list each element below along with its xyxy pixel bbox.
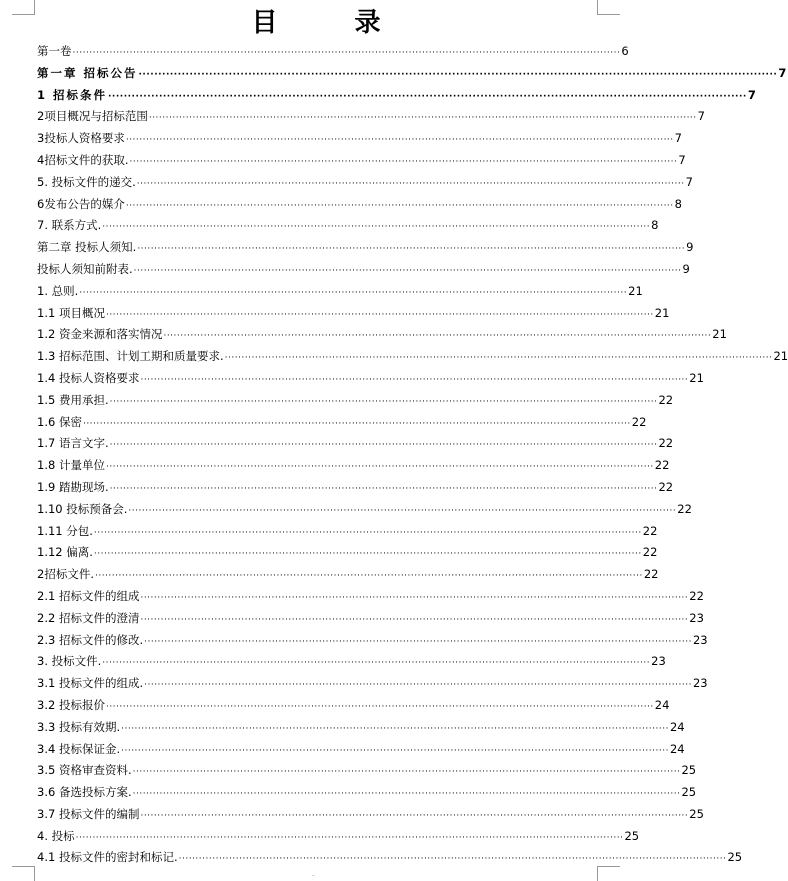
toc-entry-label: 3.2 投标报价 [37,697,105,712]
toc-entry-label: 1. 总则. [37,283,79,298]
toc-entry-label: 1.6 保密 [37,414,82,429]
toc-entry-page: 9 [682,261,690,276]
toc-dot-leader: ··································································································································································· [102,222,651,233]
toc-entry[interactable] [37,695,670,717]
toc-entry-page: 25 [681,785,697,800]
toc-entry-label: 3. 投标文件. [37,654,102,669]
toc-entry-label: 3.7 投标文件的编制 [37,806,140,821]
toc-entry-label: 7. 联系方式. [37,218,102,233]
toc-entry-label: 1 招标条件 [37,87,108,102]
toc-dot-leader: ··································································································································································· [125,200,674,211]
toc-entry[interactable] [37,586,704,608]
toc-entry-label: 1.7 语言文字. [37,436,109,451]
toc-entry-chapter-1[interactable] [37,63,787,85]
toc-entry-page: 22 [689,588,704,603]
toc-entry-label: 1.3 招标范围、计划工期和质量要求. [37,349,224,364]
toc-entry-page: 23 [692,632,708,647]
toc-dot-leader: ··································································································································································· [129,156,678,167]
toc-dot-leader: ··································································································································································· [121,723,669,734]
toc-entry-page: 7 [778,65,787,80]
toc-dot-leader: ··································································································································································· [148,113,697,124]
toc-dot-leader: ··································································································································································· [109,396,658,407]
toc-entry-label: 1.5 费用承担. [37,392,109,407]
toc-entry-page: 24 [654,697,670,712]
toc-entry[interactable] [37,651,666,673]
toc-entry-label: 第一卷 [37,44,72,58]
toc-dot-leader: ··································································································································································· [136,178,685,189]
toc-entry-label: 4.1 投标文件的密封和标记. [37,850,178,865]
toc-entry-page: 25 [681,763,697,778]
toc-entry-page: 7 [685,174,693,189]
toc-entry-page: 22 [631,414,647,429]
toc-dot-leader: ··································································································································································· [132,789,681,800]
toc-dot-leader: ··································································································································································· [94,571,643,582]
toc-entry[interactable] [37,804,704,826]
toc-entry[interactable] [37,717,685,739]
toc-entry-page: 6 [621,44,629,58]
toc-dot-leader: ··································································································································································· [137,244,686,255]
toc-entry-page: 25 [727,850,743,865]
toc-entry-page: 22 [658,392,674,407]
toc-entry-label: 2招标文件. [37,567,94,582]
toc-entry[interactable] [37,412,647,434]
toc-entry-page: 25 [624,828,640,843]
toc-entry[interactable] [37,455,670,477]
toc-dot-leader: ··································································································································································· [140,374,689,385]
toc-entry[interactable] [37,630,708,652]
toc-entry[interactable] [37,433,674,455]
toc-entry[interactable] [37,194,682,216]
toc-entry-page: 22 [642,523,658,538]
table-of-contents [37,41,788,869]
toc-entry[interactable] [37,782,697,804]
toc-dot-leader: ··································································································································································· [105,309,654,320]
toc-entry[interactable] [37,281,643,303]
toc-dot-leader: ··································································································································································· [133,265,682,276]
toc-entry-label: 投标人须知前附表. [37,261,133,276]
toc-entry-label: 4招标文件的获取. [37,152,129,167]
toc-dot-leader: ··································································································································································· [109,440,658,451]
toc-entry[interactable] [37,390,674,412]
toc-entry-label: 3.6 备选投标方案. [37,785,132,800]
toc-dot-leader: ··································································································································································· [109,483,658,494]
toc-dot-leader: ··································································································································································· [132,767,681,778]
toc-entry[interactable] [37,477,674,499]
toc-entry-page: 23 [651,654,666,669]
toc-entry[interactable] [37,521,658,543]
toc-dot-leader: ··································································································································································· [121,745,669,756]
toc-entry[interactable] [37,673,708,695]
toc-entry[interactable] [37,106,705,128]
toc-entry-label: 2.1 招标文件的组成 [37,588,140,603]
toc-entry-chapter-2[interactable] [37,237,694,259]
toc-entry-page: 7 [697,109,705,124]
toc-entry[interactable] [37,172,693,194]
toc-dot-leader: ··································································································································································· [79,287,628,298]
toc-dot-leader: ··································································································································································· [140,614,689,625]
toc-entry-page: 21 [654,305,670,320]
toc-entry-label: 第二章 投标人须知. [37,240,137,255]
toc-entry-label: 1.10 投标预备会. [37,501,128,516]
toc-entry-page: 22 [658,479,674,494]
crop-mark-bottom-left [12,866,35,881]
toc-entry-page: 25 [689,806,704,821]
toc-entry-label: 3.3 投标有效期. [37,719,121,734]
toc-entry-label: 3投标人资格要求 [37,131,125,146]
toc-dot-leader: ··································································································································································· [144,680,692,691]
toc-entry-page: 22 [642,545,658,560]
toc-entry-label: 2.3 招标文件的修改. [37,632,144,647]
toc-entry-label: 1.4 投标人资格要求 [37,370,140,385]
toc-entry-label: 3.4 投标保证金. [37,741,121,756]
toc-dot-leader: ··································································································································································· [144,636,692,647]
toc-entry-volume-1[interactable] [37,41,629,63]
toc-entry-page: 7 [747,87,756,102]
toc-entry-label: 1.11 分包. [37,523,93,538]
toc-entry-page: 22 [658,436,674,451]
toc-dot-leader: ··································································································································································· [108,91,747,102]
toc-entry-page: 9 [686,240,694,255]
toc-entry[interactable] [37,847,743,869]
toc-entry-page: 23 [692,676,708,691]
toc-entry-page: 22 [643,567,659,582]
toc-entry-page: 21 [628,283,643,298]
toc-dot-leader: ··································································································································································· [138,69,778,80]
toc-dot-leader: ··································································································································································· [163,331,712,342]
toc-entry[interactable] [37,324,727,346]
toc-entry-label: 2.2 招标文件的澄清 [37,610,140,625]
toc-entry[interactable] [37,303,670,325]
toc-entry-page: 8 [651,218,659,233]
toc-entry-label: 1.9 踏勘现场. [37,479,109,494]
toc-dot-leader: ··································································································································································· [105,701,654,712]
toc-entry[interactable] [37,499,692,521]
toc-entry[interactable] [37,259,690,281]
toc-entry-label: 第一章 招标公告 [37,65,138,80]
page-title: 目 录 [251,8,415,38]
toc-entry-page: 23 [689,610,704,625]
toc-entry[interactable] [37,760,697,782]
toc-entry-label: 4. 投标 [37,828,75,843]
toc-entry[interactable] [37,826,640,848]
toc-entry[interactable] [37,215,659,237]
toc-entry[interactable] [37,128,682,150]
toc-dot-leader: ··································································································································································· [82,418,631,429]
toc-dot-leader: ··································································································································································· [140,592,689,603]
toc-entry-label: 3.5 资格审查资料. [37,763,132,778]
toc-dot-leader: ··································································································································································· [105,462,654,473]
toc-dot-leader: ··································································································································································· [102,658,651,669]
toc-entry[interactable] [37,368,704,390]
toc-entry-label: 6发布公告的媒介 [37,196,125,211]
page-footer-mark: . [312,870,315,878]
toc-entry-page: 24 [669,719,685,734]
toc-entry-label: 1.12 偏离. [37,545,93,560]
toc-dot-leader: ··································································································································································· [140,810,689,821]
toc-entry-page: 21 [689,370,704,385]
toc-entry-page: 21 [712,327,727,342]
toc-dot-leader: ··································································································································································· [75,832,624,843]
toc-entry[interactable] [37,564,659,586]
toc-dot-leader: ··································································································································································· [125,135,674,146]
toc-entry-page: 7 [674,131,682,146]
toc-dot-leader: ··································································································································································· [72,48,621,58]
toc-entry[interactable] [37,608,704,630]
toc-entry-label: 2项目概况与招标范围 [37,109,148,124]
toc-entry-label: 1.2 资金来源和落实情况 [37,327,163,342]
toc-entry-page: 8 [674,196,682,211]
toc-entry-page: 7 [678,152,686,167]
toc-entry-label: 1.8 计量单位 [37,458,105,473]
toc-entry-page: 21 [773,349,788,364]
toc-entry[interactable] [37,542,658,564]
toc-entry[interactable] [37,85,756,107]
toc-entry-page: 22 [654,458,670,473]
toc-dot-leader: ··································································································································································· [224,353,773,364]
toc-dot-leader: ··································································································································································· [128,505,677,516]
toc-entry-label: 5. 投标文件的递交. [37,174,136,189]
toc-entry-label: 1.1 项目概况 [37,305,105,320]
toc-entry[interactable] [37,150,686,172]
toc-entry[interactable] [37,346,788,368]
toc-entry-page: 22 [677,501,692,516]
toc-dot-leader: ··································································································································································· [178,854,727,865]
toc-dot-leader: ··································································································································································· [93,549,642,560]
toc-entry-label: 3.1 投标文件的组成. [37,676,144,691]
toc-dot-leader: ··································································································································································· [93,527,642,538]
toc-entry-page: 24 [669,741,685,756]
toc-entry[interactable] [37,739,685,761]
